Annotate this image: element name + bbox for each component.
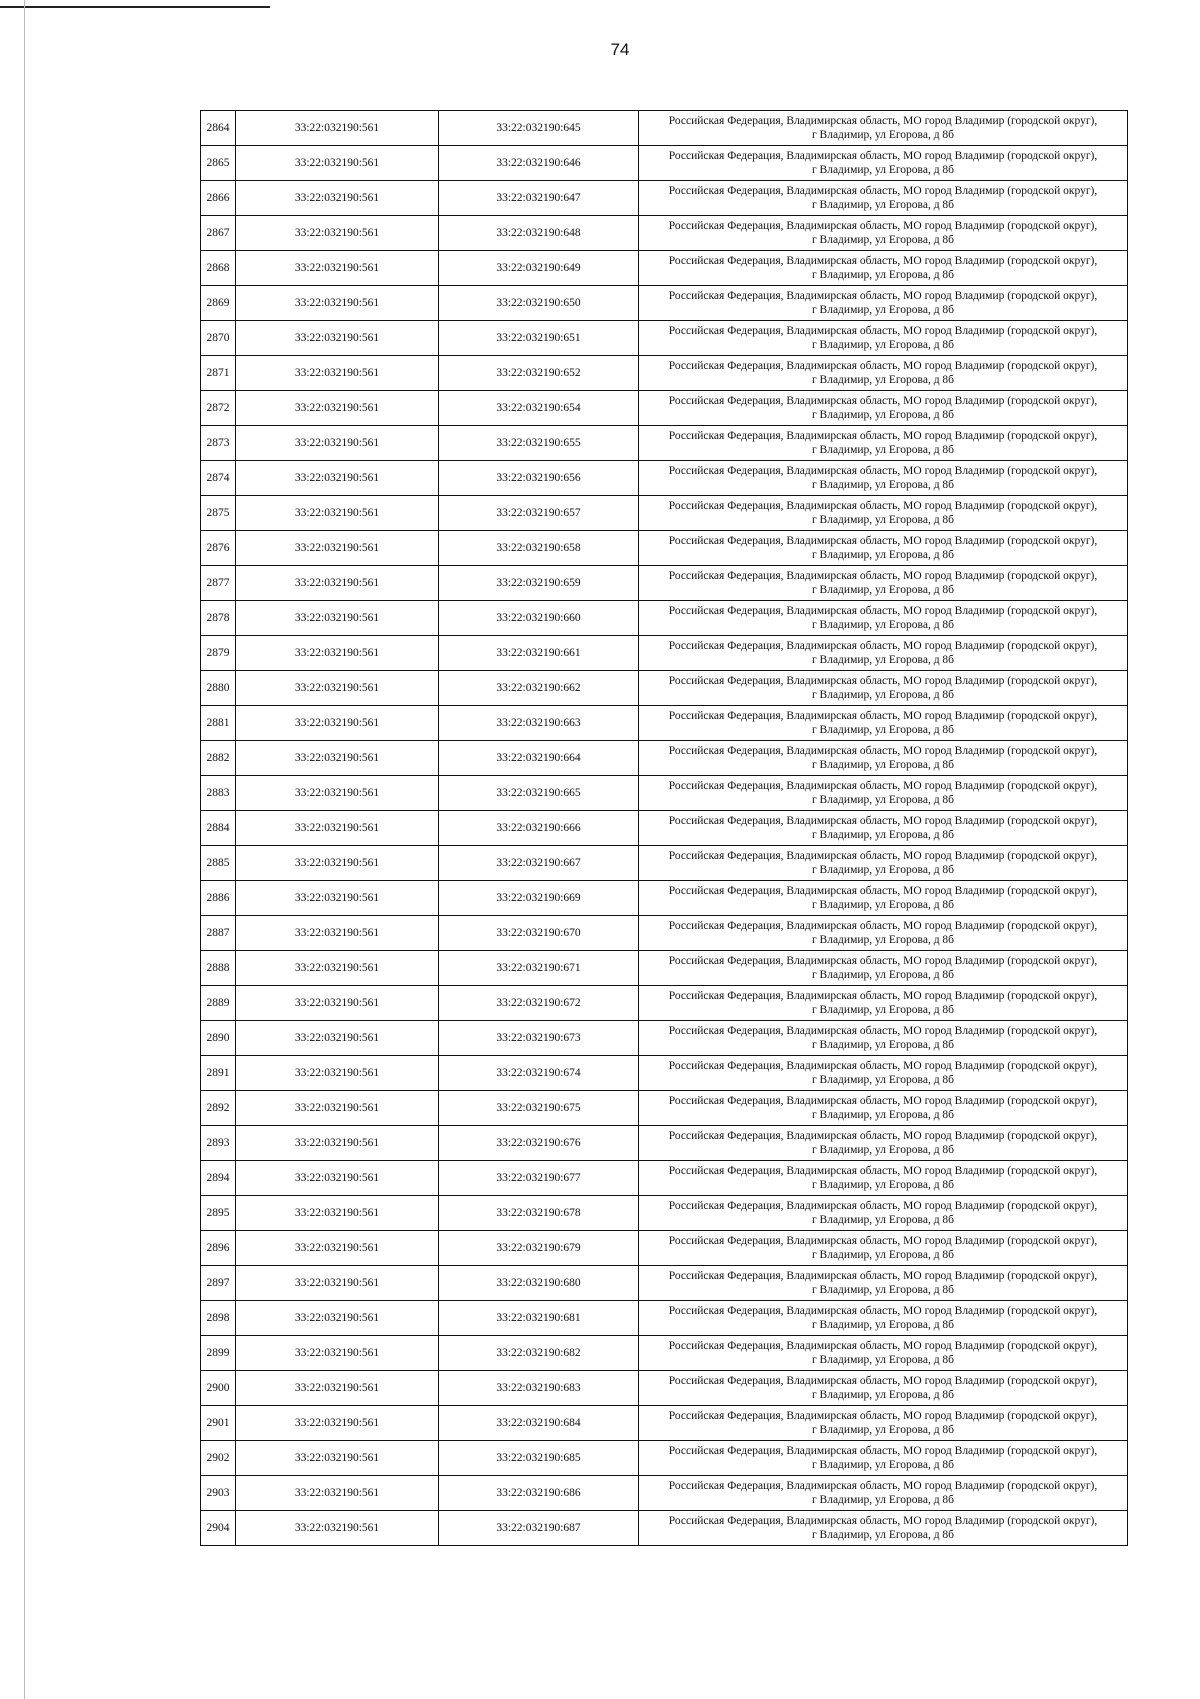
- address-line-2: г Владимир, ул Егорова, д 8б: [811, 1004, 955, 1016]
- address-line-1: Российская Федерация, Владимирская область, МО город Владимир (городской округ),: [668, 1515, 1098, 1527]
- cadastral-number: 33:22:032190:685: [439, 1441, 639, 1476]
- address-cell: [639, 706, 1128, 741]
- row-number: 2883: [201, 776, 236, 811]
- address-line-2: г Владимир, ул Егорова, д 8б: [811, 409, 955, 421]
- address-line-1: Российская Федерация, Владимирская область, МО город Владимир (городской округ),: [668, 220, 1098, 232]
- address-line-2: г Владимир, ул Егорова, д 8б: [811, 1144, 955, 1156]
- row-number: 2864: [201, 111, 236, 146]
- cadastral-number: 33:22:032190:672: [439, 986, 639, 1021]
- address-line-2: г Владимир, ул Егорова, д 8б: [811, 549, 955, 561]
- cadastral-number: 33:22:032190:656: [439, 461, 639, 496]
- address-line-1: Российская Федерация, Владимирская область, МО город Владимир (городской округ),: [668, 185, 1098, 197]
- row-number: 2877: [201, 566, 236, 601]
- table-row: [201, 811, 1128, 846]
- cadastral-number: 33:22:032190:659: [439, 566, 639, 601]
- address-line-2: г Владимир, ул Егорова, д 8б: [811, 654, 955, 666]
- table-row: [201, 356, 1128, 391]
- parent-cadastral-number: 33:22:032190:561: [236, 566, 439, 601]
- table-row: [201, 216, 1128, 251]
- table-row: [201, 111, 1128, 146]
- parent-cadastral-number: 33:22:032190:561: [236, 1336, 439, 1371]
- cadastral-number: 33:22:032190:661: [439, 636, 639, 671]
- table-row: [201, 461, 1128, 496]
- address-cell: [639, 1056, 1128, 1091]
- registry-table: [200, 110, 1128, 1546]
- row-number: 2874: [201, 461, 236, 496]
- row-number: 2893: [201, 1126, 236, 1161]
- address-line-1: Российская Федерация, Владимирская область, МО город Владимир (городской округ),: [668, 640, 1098, 652]
- address-line-2: г Владимир, ул Егорова, д 8б: [811, 1529, 955, 1541]
- address-line-2: г Владимир, ул Егорова, д 8б: [811, 164, 955, 176]
- address-line-1: Российская Федерация, Владимирская область, МО город Владимир (городской округ),: [668, 500, 1098, 512]
- address-cell: [639, 321, 1128, 356]
- address-line-2: г Владимир, ул Егорова, д 8б: [811, 514, 955, 526]
- cadastral-number: 33:22:032190:674: [439, 1056, 639, 1091]
- parent-cadastral-number: 33:22:032190:561: [236, 391, 439, 426]
- address-line-2: г Владимир, ул Егорова, д 8б: [811, 864, 955, 876]
- parent-cadastral-number: 33:22:032190:561: [236, 1406, 439, 1441]
- address-line-2: г Владимир, ул Егорова, д 8б: [811, 689, 955, 701]
- address-line-1: Российская Федерация, Владимирская область, МО город Владимир (городской округ),: [668, 325, 1098, 337]
- address-line-1: Российская Федерация, Владимирская область, МО город Владимир (городской округ),: [668, 885, 1098, 897]
- table-row: [201, 1021, 1128, 1056]
- address-cell: [639, 1301, 1128, 1336]
- parent-cadastral-number: 33:22:032190:561: [236, 1231, 439, 1266]
- address-line-1: Российская Федерация, Владимирская область, МО город Владимир (городской округ),: [668, 465, 1098, 477]
- address-line-1: Российская Федерация, Владимирская область, МО город Владимир (городской округ),: [668, 675, 1098, 687]
- row-number: 2884: [201, 811, 236, 846]
- address-line-1: Российская Федерация, Владимирская область, МО город Владимир (городской округ),: [668, 255, 1098, 267]
- address-cell: [639, 881, 1128, 916]
- row-number: 2892: [201, 1091, 236, 1126]
- table-row: [201, 1266, 1128, 1301]
- address-line-2: г Владимир, ул Егорова, д 8б: [811, 1319, 955, 1331]
- table-row: [201, 671, 1128, 706]
- address-cell: [639, 251, 1128, 286]
- parent-cadastral-number: 33:22:032190:561: [236, 1266, 439, 1301]
- address-cell: [639, 391, 1128, 426]
- address-line-2: г Владимир, ул Егорова, д 8б: [811, 1249, 955, 1261]
- cadastral-number: 33:22:032190:660: [439, 601, 639, 636]
- table-row: [201, 636, 1128, 671]
- parent-cadastral-number: 33:22:032190:561: [236, 146, 439, 181]
- address-line-1: Российская Федерация, Владимирская область, МО город Владимир (городской округ),: [668, 605, 1098, 617]
- cadastral-number: 33:22:032190:671: [439, 951, 639, 986]
- cadastral-number: 33:22:032190:655: [439, 426, 639, 461]
- parent-cadastral-number: 33:22:032190:561: [236, 881, 439, 916]
- address-cell: [639, 1231, 1128, 1266]
- address-line-1: Российская Федерация, Владимирская область, МО город Владимир (городской округ),: [668, 920, 1098, 932]
- parent-cadastral-number: 33:22:032190:561: [236, 1196, 439, 1231]
- row-number: 2896: [201, 1231, 236, 1266]
- row-number: 2897: [201, 1266, 236, 1301]
- table-row: [201, 1476, 1128, 1511]
- address-line-1: Российская Федерация, Владимирская область, МО город Владимир (городской округ),: [668, 1270, 1098, 1282]
- address-line-2: г Владимир, ул Егорова, д 8б: [811, 199, 955, 211]
- address-cell: [639, 1406, 1128, 1441]
- table-row: [201, 951, 1128, 986]
- address-line-2: г Владимир, ул Егорова, д 8б: [811, 234, 955, 246]
- address-cell: [639, 1511, 1128, 1546]
- table-row: [201, 1161, 1128, 1196]
- address-line-1: Российская Федерация, Владимирская область, МО город Владимир (городской округ),: [668, 115, 1098, 127]
- parent-cadastral-number: 33:22:032190:561: [236, 1021, 439, 1056]
- parent-cadastral-number: 33:22:032190:561: [236, 426, 439, 461]
- address-cell: [639, 286, 1128, 321]
- address-line-2: г Владимир, ул Егорова, д 8б: [811, 444, 955, 456]
- cadastral-number: 33:22:032190:676: [439, 1126, 639, 1161]
- cadastral-number: 33:22:032190:652: [439, 356, 639, 391]
- address-line-1: Российская Федерация, Владимирская область, МО город Владимир (городской округ),: [668, 1375, 1098, 1387]
- parent-cadastral-number: 33:22:032190:561: [236, 636, 439, 671]
- cadastral-number: 33:22:032190:683: [439, 1371, 639, 1406]
- address-cell: [639, 1371, 1128, 1406]
- address-cell: [639, 531, 1128, 566]
- address-line-1: Российская Федерация, Владимирская область, МО город Владимир (городской округ),: [668, 1445, 1098, 1457]
- address-cell: [639, 1336, 1128, 1371]
- row-number: 2903: [201, 1476, 236, 1511]
- row-number: 2872: [201, 391, 236, 426]
- table-row: [201, 1126, 1128, 1161]
- address-cell: [639, 1021, 1128, 1056]
- address-line-1: Российская Федерация, Владимирская область, МО город Владимир (городской округ),: [668, 535, 1098, 547]
- cadastral-number: 33:22:032190:657: [439, 496, 639, 531]
- row-number: 2895: [201, 1196, 236, 1231]
- table-row: [201, 881, 1128, 916]
- address-cell: [639, 811, 1128, 846]
- address-line-1: Российская Федерация, Владимирская область, МО город Владимир (городской округ),: [668, 990, 1098, 1002]
- table-row: [201, 986, 1128, 1021]
- parent-cadastral-number: 33:22:032190:561: [236, 951, 439, 986]
- parent-cadastral-number: 33:22:032190:561: [236, 1441, 439, 1476]
- address-line-1: Российская Федерация, Владимирская область, МО город Владимир (городской округ),: [668, 430, 1098, 442]
- row-number: 2900: [201, 1371, 236, 1406]
- table-row: [201, 776, 1128, 811]
- table-row: [201, 1196, 1128, 1231]
- address-cell: [639, 1196, 1128, 1231]
- address-line-2: г Владимир, ул Егорова, д 8б: [811, 129, 955, 141]
- parent-cadastral-number: 33:22:032190:561: [236, 811, 439, 846]
- parent-cadastral-number: 33:22:032190:561: [236, 286, 439, 321]
- scan-edge-left: [24, 0, 25, 1699]
- address-cell: [639, 356, 1128, 391]
- parent-cadastral-number: 33:22:032190:561: [236, 181, 439, 216]
- parent-cadastral-number: 33:22:032190:561: [236, 461, 439, 496]
- table-row: [201, 1371, 1128, 1406]
- cadastral-number: 33:22:032190:666: [439, 811, 639, 846]
- table-row: [201, 1441, 1128, 1476]
- row-number: 2890: [201, 1021, 236, 1056]
- row-number: 2881: [201, 706, 236, 741]
- address-line-1: Российская Федерация, Владимирская область, МО город Владимир (городской округ),: [668, 1060, 1098, 1072]
- table-row: [201, 1511, 1128, 1546]
- row-number: 2865: [201, 146, 236, 181]
- address-line-1: Российская Федерация, Владимирская область, МО город Владимир (городской округ),: [668, 1025, 1098, 1037]
- row-number: 2902: [201, 1441, 236, 1476]
- table-row: [201, 916, 1128, 951]
- table-row: [201, 391, 1128, 426]
- cadastral-number: 33:22:032190:664: [439, 741, 639, 776]
- address-line-2: г Владимир, ул Егорова, д 8б: [811, 479, 955, 491]
- parent-cadastral-number: 33:22:032190:561: [236, 216, 439, 251]
- address-cell: [639, 1476, 1128, 1511]
- address-line-2: г Владимир, ул Егорова, д 8б: [811, 304, 955, 316]
- address-line-2: г Владимир, ул Егорова, д 8б: [811, 759, 955, 771]
- table-row: [201, 566, 1128, 601]
- cadastral-number: 33:22:032190:662: [439, 671, 639, 706]
- address-line-2: г Владимир, ул Егорова, д 8б: [811, 1389, 955, 1401]
- address-cell: [639, 986, 1128, 1021]
- row-number: 2869: [201, 286, 236, 321]
- cadastral-number: 33:22:032190:650: [439, 286, 639, 321]
- table-row: [201, 1406, 1128, 1441]
- address-line-2: г Владимир, ул Егорова, д 8б: [811, 1039, 955, 1051]
- address-line-1: Российская Федерация, Владимирская область, МО город Владимир (городской округ),: [668, 1165, 1098, 1177]
- row-number: 2888: [201, 951, 236, 986]
- row-number: 2866: [201, 181, 236, 216]
- address-line-1: Российская Федерация, Владимирская область, МО город Владимир (городской округ),: [668, 1305, 1098, 1317]
- address-line-2: г Владимир, ул Егорова, д 8б: [811, 829, 955, 841]
- parent-cadastral-number: 33:22:032190:561: [236, 111, 439, 146]
- address-cell: [639, 1091, 1128, 1126]
- table-row: [201, 706, 1128, 741]
- address-line-2: г Владимир, ул Егорова, д 8б: [811, 724, 955, 736]
- address-line-2: г Владимир, ул Егорова, д 8б: [811, 1109, 955, 1121]
- address-cell: [639, 461, 1128, 496]
- row-number: 2891: [201, 1056, 236, 1091]
- table-row: [201, 1056, 1128, 1091]
- cadastral-number: 33:22:032190:679: [439, 1231, 639, 1266]
- parent-cadastral-number: 33:22:032190:561: [236, 1161, 439, 1196]
- address-line-1: Российская Федерация, Владимирская область, МО город Владимир (городской округ),: [668, 1480, 1098, 1492]
- cadastral-number: 33:22:032190:663: [439, 706, 639, 741]
- parent-cadastral-number: 33:22:032190:561: [236, 356, 439, 391]
- table-row: [201, 531, 1128, 566]
- row-number: 2894: [201, 1161, 236, 1196]
- row-number: 2876: [201, 531, 236, 566]
- address-cell: [639, 846, 1128, 881]
- row-number: 2882: [201, 741, 236, 776]
- address-cell: [639, 741, 1128, 776]
- row-number: 2871: [201, 356, 236, 391]
- address-cell: [639, 181, 1128, 216]
- address-line-1: Российская Федерация, Владимирская область, МО город Владимир (городской округ),: [668, 850, 1098, 862]
- address-line-2: г Владимир, ул Егорова, д 8б: [811, 1074, 955, 1086]
- parent-cadastral-number: 33:22:032190:561: [236, 601, 439, 636]
- cadastral-number: 33:22:032190:675: [439, 1091, 639, 1126]
- row-number: 2899: [201, 1336, 236, 1371]
- row-number: 2880: [201, 671, 236, 706]
- address-line-2: г Владимир, ул Егорова, д 8б: [811, 269, 955, 281]
- parent-cadastral-number: 33:22:032190:561: [236, 741, 439, 776]
- cadastral-number: 33:22:032190:670: [439, 916, 639, 951]
- cadastral-number: 33:22:032190:677: [439, 1161, 639, 1196]
- row-number: 2889: [201, 986, 236, 1021]
- address-line-2: г Владимир, ул Егорова, д 8б: [811, 339, 955, 351]
- row-number: 2873: [201, 426, 236, 461]
- parent-cadastral-number: 33:22:032190:561: [236, 706, 439, 741]
- cadastral-number: 33:22:032190:686: [439, 1476, 639, 1511]
- cadastral-number: 33:22:032190:678: [439, 1196, 639, 1231]
- address-line-1: Российская Федерация, Владимирская область, МО город Владимир (городской округ),: [668, 570, 1098, 582]
- row-number: 2887: [201, 916, 236, 951]
- table-row: [201, 146, 1128, 181]
- table-row: [201, 601, 1128, 636]
- cadastral-number: 33:22:032190:682: [439, 1336, 639, 1371]
- cadastral-number: 33:22:032190:673: [439, 1021, 639, 1056]
- parent-cadastral-number: 33:22:032190:561: [236, 1476, 439, 1511]
- row-number: 2898: [201, 1301, 236, 1336]
- parent-cadastral-number: 33:22:032190:561: [236, 916, 439, 951]
- table-row: [201, 181, 1128, 216]
- parent-cadastral-number: 33:22:032190:561: [236, 496, 439, 531]
- address-line-2: г Владимир, ул Егорова, д 8б: [811, 1354, 955, 1366]
- address-cell: [639, 776, 1128, 811]
- cadastral-number: 33:22:032190:684: [439, 1406, 639, 1441]
- table-row: [201, 321, 1128, 356]
- cadastral-number: 33:22:032190:680: [439, 1266, 639, 1301]
- parent-cadastral-number: 33:22:032190:561: [236, 1511, 439, 1546]
- address-line-2: г Владимир, ул Егорова, д 8б: [811, 1494, 955, 1506]
- address-cell: [639, 671, 1128, 706]
- cadastral-number: 33:22:032190:669: [439, 881, 639, 916]
- parent-cadastral-number: 33:22:032190:561: [236, 1301, 439, 1336]
- address-line-2: г Владимир, ул Егорова, д 8б: [811, 899, 955, 911]
- parent-cadastral-number: 33:22:032190:561: [236, 986, 439, 1021]
- table-row: [201, 1231, 1128, 1266]
- scan-edge-top: [0, 6, 270, 8]
- address-cell: [639, 566, 1128, 601]
- table-row: [201, 426, 1128, 461]
- address-line-1: Российская Федерация, Владимирская область, МО город Владимир (городской округ),: [668, 360, 1098, 372]
- address-cell: [639, 1161, 1128, 1196]
- table-row: [201, 496, 1128, 531]
- address-line-1: Российская Федерация, Владимирская область, МО город Владимир (городской округ),: [668, 745, 1098, 757]
- address-line-1: Российская Федерация, Владимирская область, МО город Владимир (городской округ),: [668, 710, 1098, 722]
- parent-cadastral-number: 33:22:032190:561: [236, 531, 439, 566]
- row-number: 2885: [201, 846, 236, 881]
- address-cell: [639, 636, 1128, 671]
- registry-table-body: [201, 111, 1128, 1546]
- row-number: 2867: [201, 216, 236, 251]
- parent-cadastral-number: 33:22:032190:561: [236, 1371, 439, 1406]
- cadastral-number: 33:22:032190:658: [439, 531, 639, 566]
- address-line-1: Российская Федерация, Владимирская область, МО город Владимир (городской округ),: [668, 150, 1098, 162]
- parent-cadastral-number: 33:22:032190:561: [236, 846, 439, 881]
- address-line-2: г Владимир, ул Егорова, д 8б: [811, 1214, 955, 1226]
- parent-cadastral-number: 33:22:032190:561: [236, 776, 439, 811]
- cadastral-number: 33:22:032190:649: [439, 251, 639, 286]
- address-cell: [639, 1441, 1128, 1476]
- cadastral-number: 33:22:032190:648: [439, 216, 639, 251]
- row-number: 2868: [201, 251, 236, 286]
- address-line-2: г Владимир, ул Егорова, д 8б: [811, 584, 955, 596]
- parent-cadastral-number: 33:22:032190:561: [236, 1091, 439, 1126]
- address-cell: [639, 216, 1128, 251]
- table-row: [201, 1091, 1128, 1126]
- address-cell: [639, 496, 1128, 531]
- table-row: [201, 1336, 1128, 1371]
- row-number: 2875: [201, 496, 236, 531]
- address-line-2: г Владимир, ул Егорова, д 8б: [811, 1284, 955, 1296]
- row-number: 2904: [201, 1511, 236, 1546]
- parent-cadastral-number: 33:22:032190:561: [236, 1126, 439, 1161]
- address-cell: [639, 951, 1128, 986]
- address-line-1: Российская Федерация, Владимирская область, МО город Владимир (городской округ),: [668, 1130, 1098, 1142]
- row-number: 2886: [201, 881, 236, 916]
- cadastral-number: 33:22:032190:647: [439, 181, 639, 216]
- table-row: [201, 1301, 1128, 1336]
- address-cell: [639, 111, 1128, 146]
- address-cell: [639, 1126, 1128, 1161]
- parent-cadastral-number: 33:22:032190:561: [236, 251, 439, 286]
- address-line-2: г Владимир, ул Егорова, д 8б: [811, 969, 955, 981]
- row-number: 2901: [201, 1406, 236, 1441]
- address-cell: [639, 1266, 1128, 1301]
- address-line-1: Российская Федерация, Владимирская область, МО город Владимир (городской округ),: [668, 290, 1098, 302]
- table-row: [201, 251, 1128, 286]
- address-line-2: г Владимир, ул Егорова, д 8б: [811, 619, 955, 631]
- cadastral-number: 33:22:032190:687: [439, 1511, 639, 1546]
- address-line-1: Российская Федерация, Владимирская область, МО город Владимир (городской округ),: [668, 815, 1098, 827]
- page-number: 74: [610, 40, 630, 59]
- table-row: [201, 741, 1128, 776]
- address-line-2: г Владимир, ул Егорова, д 8б: [811, 1424, 955, 1436]
- parent-cadastral-number: 33:22:032190:561: [236, 1056, 439, 1091]
- row-number: 2870: [201, 321, 236, 356]
- address-line-2: г Владимир, ул Егорова, д 8б: [811, 794, 955, 806]
- cadastral-number: 33:22:032190:667: [439, 846, 639, 881]
- address-line-2: г Владимир, ул Егорова, д 8б: [811, 1459, 955, 1471]
- address-line-1: Российская Федерация, Владимирская область, МО город Владимир (городской округ),: [668, 1340, 1098, 1352]
- cadastral-number: 33:22:032190:665: [439, 776, 639, 811]
- address-line-2: г Владимир, ул Егорова, д 8б: [811, 934, 955, 946]
- address-line-2: г Владимир, ул Егорова, д 8б: [811, 1179, 955, 1191]
- address-line-1: Российская Федерация, Владимирская область, МО город Владимир (городской округ),: [668, 780, 1098, 792]
- address-cell: [639, 146, 1128, 181]
- cadastral-number: 33:22:032190:681: [439, 1301, 639, 1336]
- cadastral-number: 33:22:032190:654: [439, 391, 639, 426]
- address-line-1: Российская Федерация, Владимирская область, МО город Владимир (городской округ),: [668, 1200, 1098, 1212]
- row-number: 2879: [201, 636, 236, 671]
- cadastral-number: 33:22:032190:646: [439, 146, 639, 181]
- address-line-1: Российская Федерация, Владимирская область, МО город Владимир (городской округ),: [668, 955, 1098, 967]
- address-cell: [639, 426, 1128, 461]
- address-line-1: Российская Федерация, Владимирская область, МО город Владимир (городской округ),: [668, 1095, 1098, 1107]
- address-line-1: Российская Федерация, Владимирская область, МО город Владимир (городской округ),: [668, 395, 1098, 407]
- address-line-1: Российская Федерация, Владимирская область, МО город Владимир (городской округ),: [668, 1410, 1098, 1422]
- table-row: [201, 286, 1128, 321]
- table-row: [201, 846, 1128, 881]
- address-cell: [639, 601, 1128, 636]
- address-line-2: г Владимир, ул Егорова, д 8б: [811, 374, 955, 386]
- row-number: 2878: [201, 601, 236, 636]
- parent-cadastral-number: 33:22:032190:561: [236, 321, 439, 356]
- address-cell: [639, 916, 1128, 951]
- address-line-1: Российская Федерация, Владимирская область, МО город Владимир (городской округ),: [668, 1235, 1098, 1247]
- cadastral-number: 33:22:032190:651: [439, 321, 639, 356]
- cadastral-number: 33:22:032190:645: [439, 111, 639, 146]
- parent-cadastral-number: 33:22:032190:561: [236, 671, 439, 706]
